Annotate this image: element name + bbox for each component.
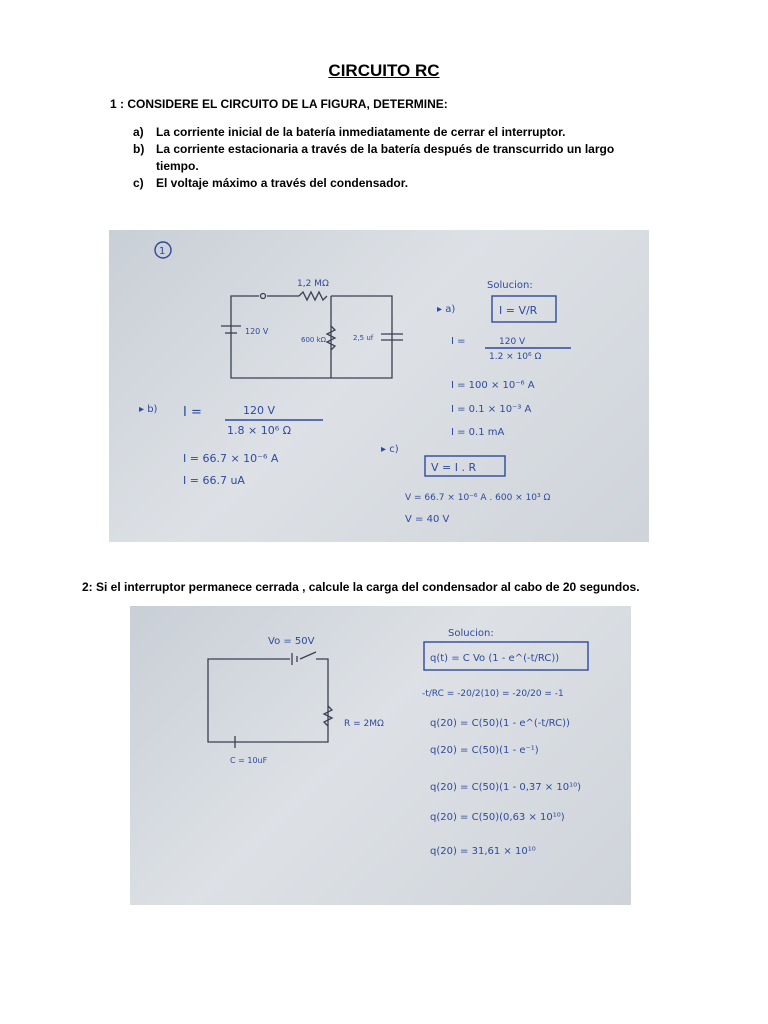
part-a-step: I = 0.1 mA bbox=[451, 427, 505, 438]
solution-step: q(20) = C(50)(0,63 × 10¹⁰) bbox=[430, 812, 565, 823]
list-item bbox=[133, 141, 653, 175]
part-a-formula: I = V/R bbox=[499, 304, 538, 317]
part-a-step: I = 100 × 10⁻⁶ A bbox=[451, 380, 535, 391]
part-a-step: 1.2 × 10⁶ Ω bbox=[489, 352, 542, 362]
list-item bbox=[133, 124, 653, 141]
part-b-label: ▸ b) bbox=[139, 404, 158, 415]
question-2-heading: 2: Si el interruptor permanece cerrada , calcule la carga del condensador al cabo de 20 segundos. bbox=[82, 580, 640, 594]
switch-icon bbox=[261, 294, 266, 299]
charge-photo-svg bbox=[130, 606, 631, 905]
handwritten-solution-photo-1 bbox=[109, 230, 649, 542]
solution-step: q(20) = C(50)(1 - e^(-t/RC)) bbox=[430, 718, 570, 729]
item-text: El voltaje máximo a través del condensador. bbox=[156, 176, 409, 190]
item-label: b) bbox=[133, 142, 145, 156]
handwritten-solution-photo-2 bbox=[130, 606, 631, 905]
list-item bbox=[133, 175, 653, 192]
part-c-step: V = 40 V bbox=[405, 514, 450, 525]
charge-formula: q(t) = C Vo (1 - e^(-t/RC)) bbox=[430, 653, 560, 664]
solution-step: q(20) = 31,61 × 10¹⁰ bbox=[430, 846, 536, 857]
item-label: c) bbox=[133, 176, 144, 190]
circuit-photo-svg bbox=[109, 230, 649, 542]
part-c-formula: V = I . R bbox=[431, 461, 477, 474]
capacitor-label: C = 10uF bbox=[230, 756, 268, 765]
capacitor-label: 2,5 uf bbox=[353, 334, 374, 342]
solution-heading: Solucion: bbox=[487, 280, 533, 291]
resistor-label: R = 2MΩ bbox=[344, 719, 384, 729]
solution-heading: Solucion: bbox=[448, 628, 494, 639]
solution-step: q(20) = C(50)(1 - e⁻¹) bbox=[430, 745, 539, 756]
problem-number: 1 bbox=[159, 246, 166, 257]
switch-icon bbox=[300, 652, 316, 659]
solution-step: -t/RC = -20/2(10) = -20/20 = -1 bbox=[422, 689, 564, 699]
part-b-step: I = bbox=[183, 405, 202, 420]
question-1-heading: 1 : CONSIDERE EL CIRCUITO DE LA FIGURA, DETERMINE: bbox=[110, 97, 448, 111]
rc-circuit-diagram bbox=[208, 652, 332, 748]
item-text: La corriente estacionaria a través de la batería después de transcurrido un largo tiempo. bbox=[156, 142, 615, 173]
item-text: La corriente inicial de la batería inmediatamente de cerrar el interruptor. bbox=[156, 125, 566, 139]
circuit-wire bbox=[208, 659, 328, 742]
question-1-items bbox=[133, 124, 653, 192]
voltage-label: Vo = 50V bbox=[268, 636, 315, 647]
part-a-step: I = 0.1 × 10⁻³ A bbox=[451, 404, 532, 415]
solution-step: q(20) = C(50)(1 - 0,37 × 10¹⁰) bbox=[430, 782, 581, 793]
part-b-step: 1.8 × 10⁶ Ω bbox=[227, 424, 292, 437]
resistor-label: 1,2 MΩ bbox=[297, 279, 329, 289]
part-c-step: V = 66.7 × 10⁻⁶ A . 600 × 10³ Ω bbox=[405, 493, 551, 503]
part-a-label: ▸ a) bbox=[437, 304, 456, 315]
part-c-label: ▸ c) bbox=[381, 444, 399, 455]
part-b-step: I = 66.7 × 10⁻⁶ A bbox=[183, 452, 279, 465]
part-b-step: 120 V bbox=[243, 404, 276, 417]
part-a-step: I = bbox=[451, 336, 466, 347]
resistor-label: 600 kΩ bbox=[301, 336, 326, 344]
resistor-icon bbox=[299, 292, 327, 300]
battery-label: 120 V bbox=[245, 327, 269, 336]
document-title: CIRCUITO RC bbox=[328, 61, 440, 80]
item-label: a) bbox=[133, 125, 144, 139]
part-a-step: 120 V bbox=[499, 337, 526, 347]
part-b-step: I = 66.7 uA bbox=[183, 474, 245, 487]
